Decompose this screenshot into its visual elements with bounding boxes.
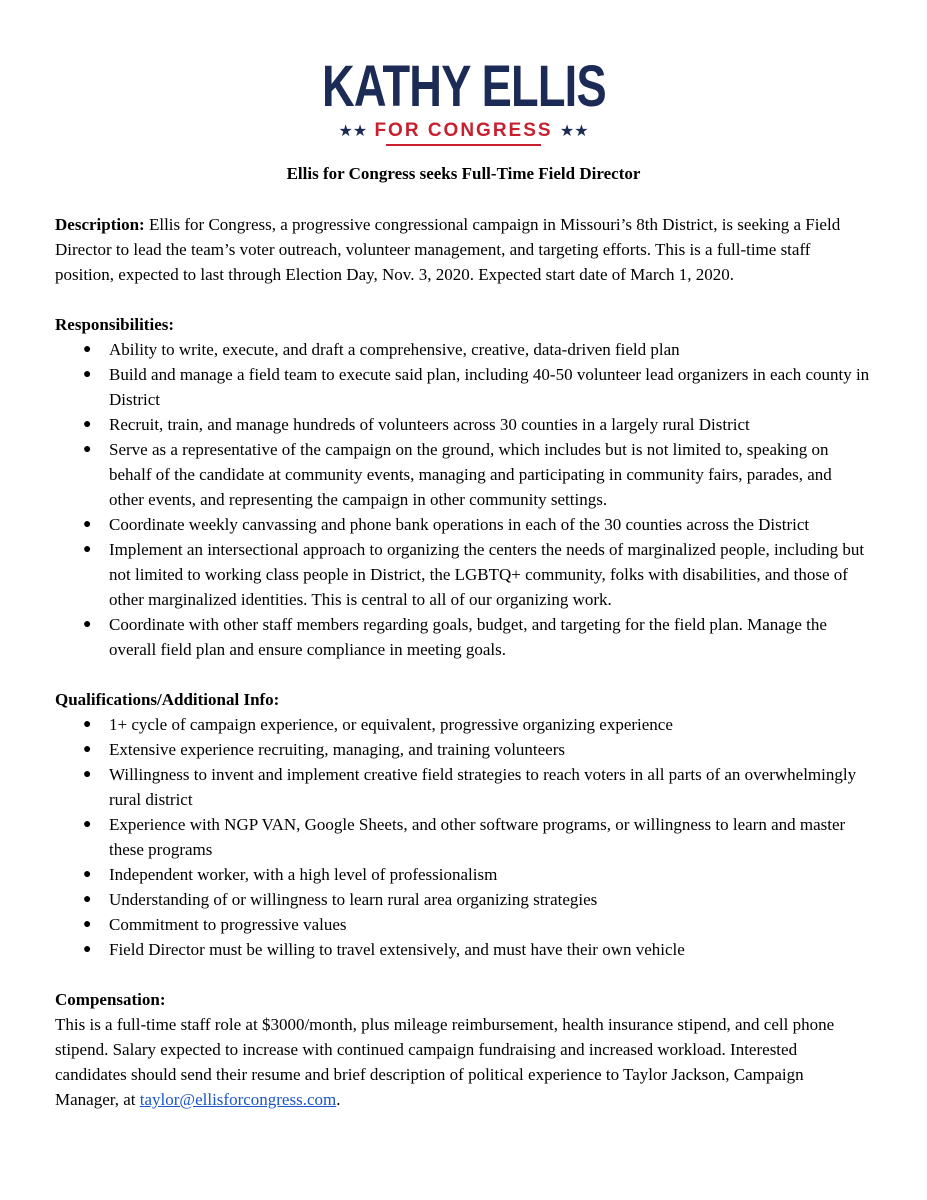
logo-underline xyxy=(386,144,541,146)
list-item: ● Recruit, train, and manage hundreds of volunteers across 30 counties in a largely rural District xyxy=(55,412,870,437)
document-body xyxy=(55,212,870,1112)
stars-left-icon: ★★ xyxy=(338,123,368,140)
list-item: ● Implement an intersectional approach to organizing the centers the needs of marginalized people, including but not limited to working class people in District, the LGBTQ+ community, folks with disabilities, and those of other marginalized identities. This is central to all of our organizing work. xyxy=(55,537,870,612)
list-item: ● Serve as a representative of the campaign on the ground, which includes but is not limited to, speaking on behalf of the candidate at community events, managing and participating in community fairs, parades, and other events, and representing the campaign in other community settings. xyxy=(55,437,870,512)
responsibilities-section xyxy=(55,312,870,662)
list-item: ● Extensive experience recruiting, managing, and training volunteers xyxy=(55,737,870,762)
list-item: ● Independent worker, with a high level of professionalism xyxy=(55,862,870,887)
compensation-paragraph xyxy=(55,1012,870,1112)
responsibilities-label: Responsibilities: xyxy=(55,315,175,334)
qualifications-label: Qualifications/Additional Info: xyxy=(55,690,280,709)
page-title: Ellis for Congress seeks Full-Time Field Director xyxy=(286,164,641,183)
email-link[interactable]: taylor@ellisforcongress.com xyxy=(139,1090,337,1109)
list-item: ● Coordinate with other staff members regarding goals, budget, and targeting for the field plan. Manage the overall field plan and ensure compliance in meeting goals. xyxy=(55,612,870,662)
list-item: ● Ability to write, execute, and draft a comprehensive, creative, data-driven field plan xyxy=(55,337,870,362)
compensation-text: This is a full-time staff role at $3000/month, plus mileage reimbursement, health insurance stipend, and cell phone stipend. Salary expected to increase with continued campaign fundraising and increased workload. Interested candidates should send their resume and brief description of political experience to Taylor Jackson, Campaign Manager, at xyxy=(55,1015,835,1109)
list-item: ● Commitment to progressive values xyxy=(55,912,870,937)
list-item: ● 1+ cycle of campaign experience, or equivalent, progressive organizing experience xyxy=(55,712,870,737)
compensation-end: . xyxy=(336,1090,341,1109)
compensation-section xyxy=(55,987,870,1112)
list-item: ● Willingness to invent and implement creative field strategies to reach voters in all parts of an overwhelmingly rural district xyxy=(55,762,870,812)
responsibilities-list xyxy=(55,337,870,662)
qualifications-list xyxy=(55,712,870,962)
list-item: ● Coordinate weekly canvassing and phone bank operations in each of the 30 counties across the District xyxy=(55,512,870,537)
stars-right-icon: ★★ xyxy=(559,123,589,140)
list-item: ● Field Director must be willing to travel extensively, and must have their own vehicle xyxy=(55,937,870,962)
description-label: Description: xyxy=(55,215,145,234)
logo-tagline: FOR CONGRESS xyxy=(374,120,553,141)
compensation-label: Compensation: xyxy=(55,990,166,1009)
description-paragraph xyxy=(55,212,870,287)
list-item: ● Build and manage a field team to execute said plan, including 40-50 volunteer lead organizers in each county in District xyxy=(55,362,870,412)
logo-name: KATHY ELLIS xyxy=(321,54,606,119)
qualifications-section xyxy=(55,687,870,962)
logo-tagline-row xyxy=(0,120,927,146)
campaign-logo xyxy=(0,54,927,146)
list-item: ● Understanding of or willingness to learn rural area organizing strategies xyxy=(55,887,870,912)
description-text: Ellis for Congress, a progressive congressional campaign in Missouri’s 8th District, is seeking a Field Director to lead the team’s voter outreach, volunteer management, and targeting efforts. This is a full-time staff position, expected to last through Election Day, Nov. 3, 2020. Expected start date of March 1, 2020. xyxy=(55,215,841,284)
list-item: ● Experience with NGP VAN, Google Sheets, and other software programs, or willingness to learn and master these programs xyxy=(55,812,870,862)
